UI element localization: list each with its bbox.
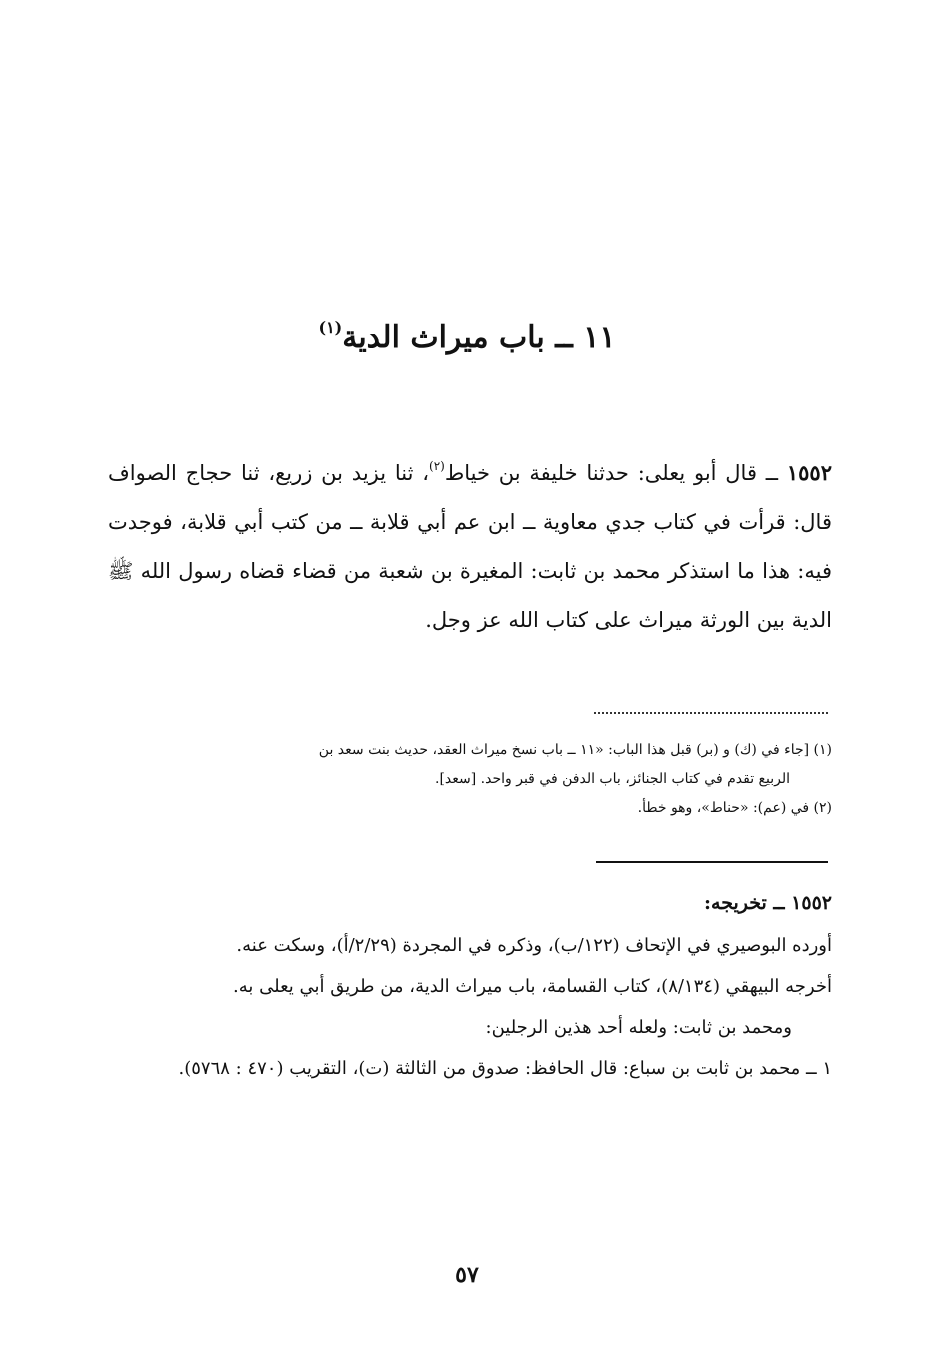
takhrij-paragraph-2: أخرجه البيهقي (٨/١٣٤)، كتاب القسامة، باب ميراث الدية، من طريق أبي يعلى به. (233, 976, 832, 997)
takhrij-heading: ١٥٥٢ ــ تخريجه: (704, 892, 832, 914)
footnote-1-line2: الربيع تقدم في كتاب الجنائز، باب الدفن في قبر واحد. [سعد]. (435, 771, 790, 787)
chapter-title (0, 318, 934, 355)
hadith-number: ١٥٥٢ (786, 460, 832, 485)
takhrij-paragraph-1: أورده البوصيري في الإتحاف (١٢٢/ب)، وذكره في المجردة (٢/٢٩/أ)، وسكت عنه. (236, 935, 832, 956)
hadith-text-part1: ــ قال أبو يعلى: حدثنا خليفة بن خياط (444, 461, 787, 485)
takhrij-section (108, 886, 832, 1093)
footnote-separator (594, 712, 828, 714)
chapter-title-text: ١١ ــ باب ميراث الدية (342, 320, 616, 355)
takhrij-paragraph-3: ومحمد بن ثابت: ولعله أحد هذين الرجلين: (485, 1017, 792, 1038)
takhrij-separator (596, 861, 828, 863)
footnotes (108, 736, 832, 823)
takhrij-paragraph-4: ١ ــ محمد بن ثابت بن سباع: قال الحافظ: صدوق من الثالثة (ت)، التقريب (٤٧٠ : ٥٧٦٨). (178, 1058, 832, 1079)
hadith-text-part2: ، ثنا يزيد بن زريع، ثنا حجاج الصواف قال: قرأت في كتاب جدي معاوية ــ ابن عم أبي قلابة ــ من كتب أبي قلابة، فوجدت فيه: هذا ما استذكر محمد بن ثابت: المغيرة بن شعبة من قضاء قضاه رسول الله ﷺ الدية بين الورثة ميراث على كتاب الله عز وجل. (108, 461, 832, 632)
hadith-footnote-ref: (٢) (429, 459, 445, 473)
page-number: ٥٧ (455, 1262, 479, 1288)
footnote-2: (٢) في (عم): «حناط»، وهو خطأ. (637, 800, 832, 816)
hadith-text (108, 442, 832, 645)
footnote-1-line1: (١) [جاء في (ك) و (بر) قبل هذا الباب: «١١ ــ باب نسخ ميراث العقد، حديث بنت سعد بن (318, 742, 832, 758)
chapter-title-footnote-ref: (١) (318, 318, 343, 337)
